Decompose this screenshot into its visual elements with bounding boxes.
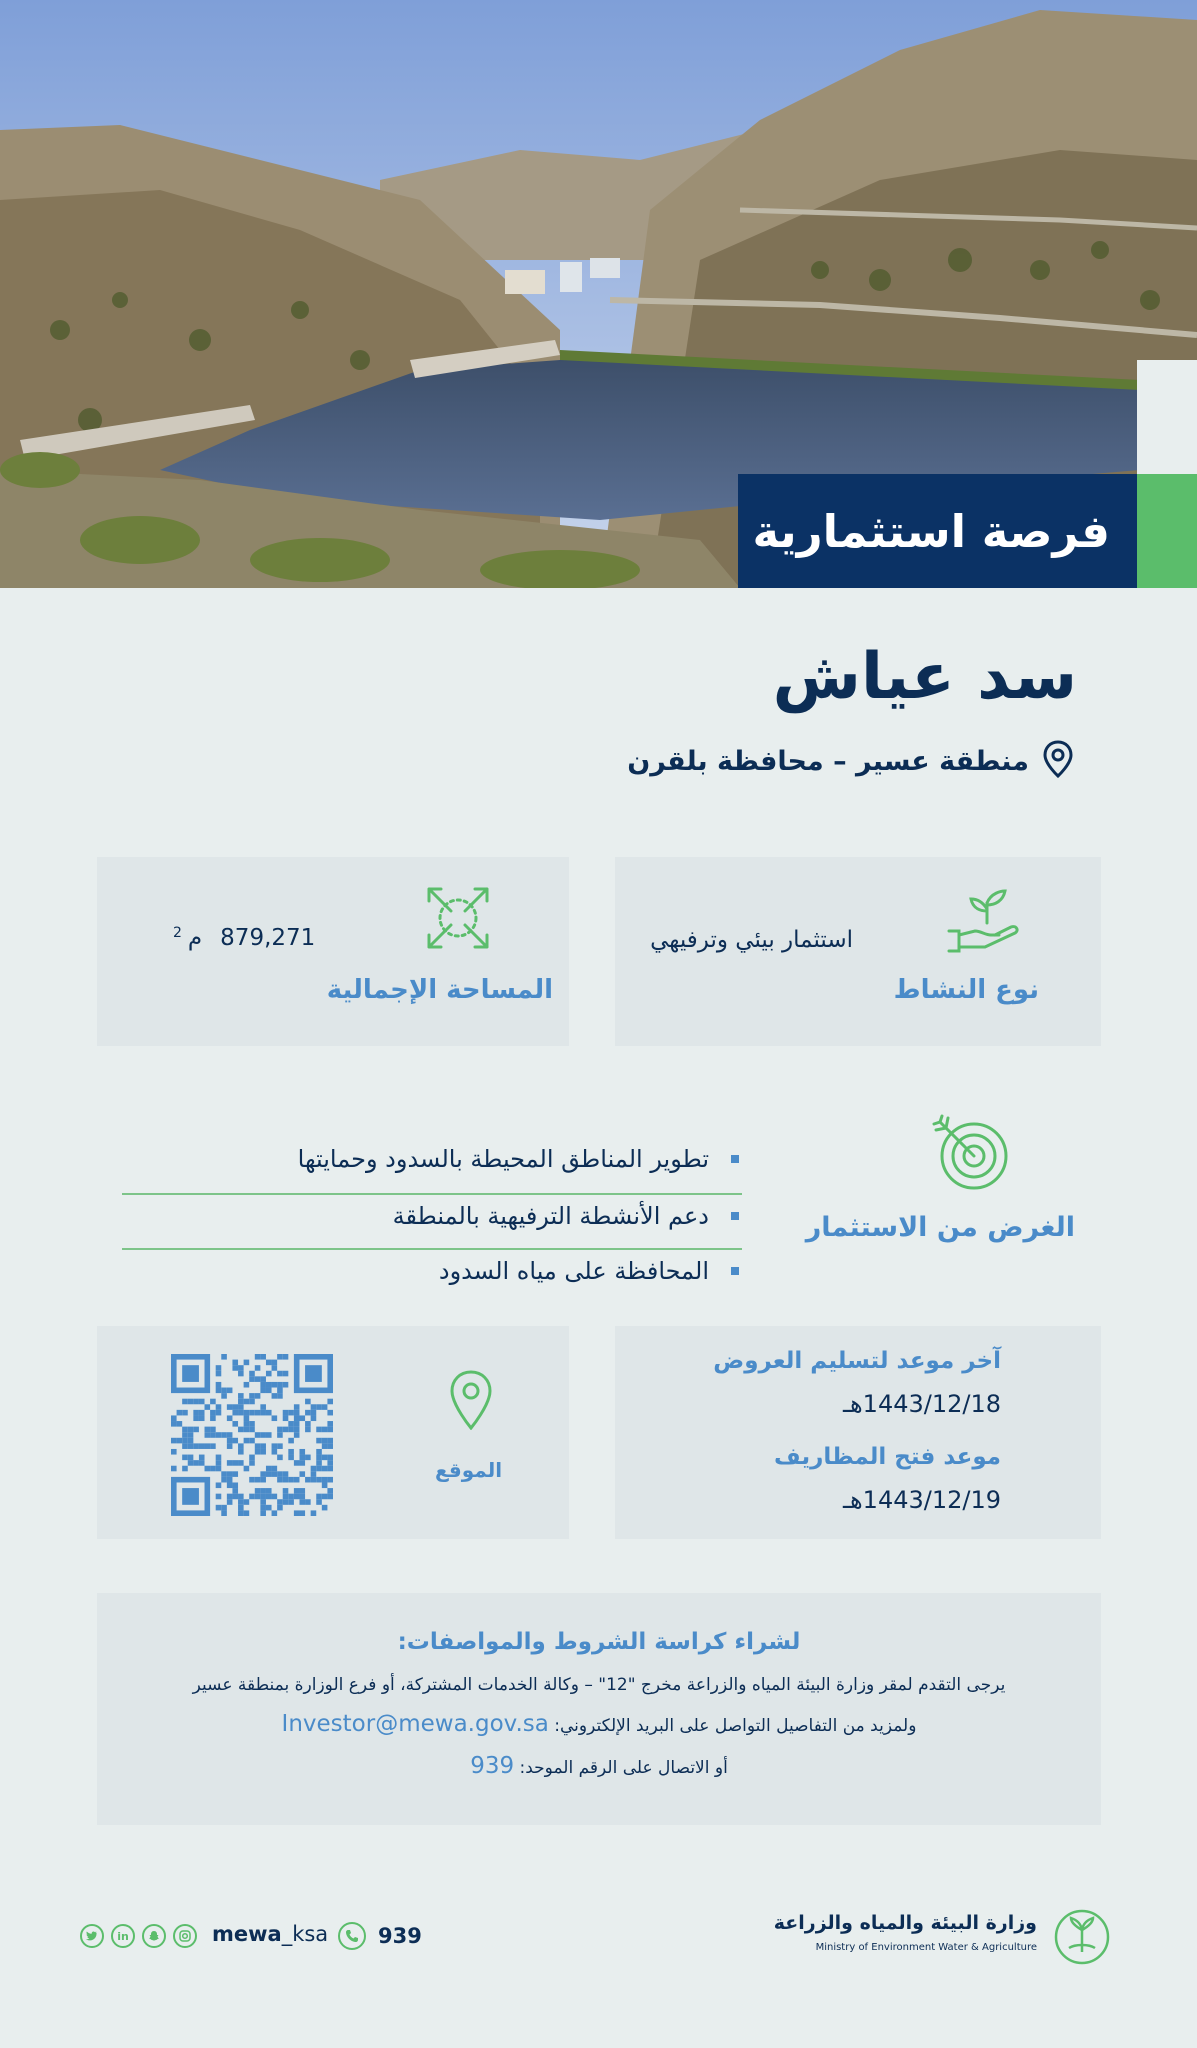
footer — [0, 1900, 1197, 1980]
project-location — [627, 740, 1073, 782]
project-title: سد عياش — [772, 640, 1077, 714]
submission-label: آخر موعد لتسليم العروض — [713, 1348, 1001, 1374]
location-pin-icon[interactable] — [449, 1370, 493, 1434]
instagram-icon[interactable] — [173, 1924, 197, 1948]
purchase-heading: لشراء كراسة الشروط والمواصفات: — [397, 1629, 801, 1655]
area-unit-sup: 2 — [173, 925, 182, 941]
divider — [122, 1248, 742, 1250]
qr-code[interactable] — [171, 1354, 333, 1516]
email-prefix: ولمزيد من التفاصيل التواصل على البريد الإلكتروني: — [554, 1716, 917, 1736]
decor-strip-green — [1137, 474, 1197, 588]
ministry-logo-icon — [1053, 1908, 1111, 1970]
linkedin-icon[interactable]: in — [111, 1924, 135, 1948]
target-icon — [930, 1110, 1014, 1198]
decor-strip-light — [1137, 360, 1197, 474]
purpose-item — [393, 1202, 739, 1230]
activity-card — [615, 857, 1101, 1046]
snapchat-icon[interactable] — [142, 1924, 166, 1948]
submission-date: 1443/12/18هـ — [842, 1390, 1001, 1418]
project-location-text: منطقة عسير – محافظة بلقرن — [627, 745, 1029, 777]
phone-icon[interactable] — [338, 1922, 366, 1950]
bullet-icon — [731, 1267, 739, 1275]
dates-card — [615, 1326, 1101, 1539]
purpose-label: الغرض من الاستثمار — [805, 1212, 1075, 1243]
phone-prefix: أو الاتصال على الرقم الموحد: — [519, 1758, 728, 1778]
twitter-icon[interactable] — [80, 1924, 104, 1948]
area-card — [97, 857, 569, 1046]
opportunity-banner-label: فرصة استثمارية — [752, 504, 1110, 558]
phone-link[interactable]: 939 — [470, 1753, 515, 1779]
area-value-row — [173, 925, 315, 951]
bullet-icon — [731, 1155, 739, 1163]
purpose-item-text: دعم الأنشطة الترفيهية بالمنطقة — [392, 1202, 709, 1230]
footer-phone[interactable]: 939 — [378, 1924, 422, 1948]
handle-rest: _ksa — [281, 1922, 329, 1946]
ministry-name-en: Ministry of Environment Water & Agriculture — [815, 1942, 1037, 1953]
email-link[interactable]: Investor@mewa.gov.sa — [281, 1711, 549, 1737]
area-value: 879,271 — [220, 925, 316, 951]
social-icons — [80, 1924, 197, 1948]
social-handle[interactable] — [212, 1922, 328, 1946]
activity-label: نوع النشاط — [893, 975, 1039, 1005]
area-unit: م — [187, 925, 203, 951]
purpose-item — [298, 1145, 739, 1173]
divider — [122, 1193, 742, 1195]
site-card — [97, 1326, 569, 1539]
activity-value: استثمار بيئي وترفيهي — [650, 927, 853, 953]
purpose-item-text: المحافظة على مياه السدود — [438, 1257, 709, 1285]
opening-label: موعد فتح المظاريف — [774, 1444, 1001, 1470]
bullet-icon — [731, 1212, 739, 1220]
expand-area-icon — [425, 885, 491, 955]
purchase-line-2 — [97, 1711, 1101, 1737]
area-label: المساحة الإجمالية — [326, 975, 553, 1005]
purchase-line-3 — [97, 1753, 1101, 1779]
purchase-info-card — [97, 1593, 1101, 1825]
ministry-name-ar: وزارة البيئة والمياه والزراعة — [773, 1912, 1037, 1934]
opening-date: 1443/12/19هـ — [842, 1486, 1001, 1514]
handle-bold: mewa — [212, 1922, 282, 1946]
site-label: الموقع — [435, 1458, 503, 1482]
purpose-item-text: تطوير المناطق المحيطة بالسدود وحمايتها — [297, 1145, 709, 1173]
purchase-line-1: يرجى التقدم لمقر وزارة البيئة المياه والزراعة مخرج "12" – وكالة الخدمات المشتركة، أو فرع الوزارة بمنطقة عسير — [192, 1675, 1006, 1695]
purpose-item — [439, 1257, 739, 1285]
map-pin-icon — [1043, 740, 1073, 782]
plant-hand-icon — [945, 885, 1025, 959]
opportunity-banner — [738, 474, 1138, 588]
